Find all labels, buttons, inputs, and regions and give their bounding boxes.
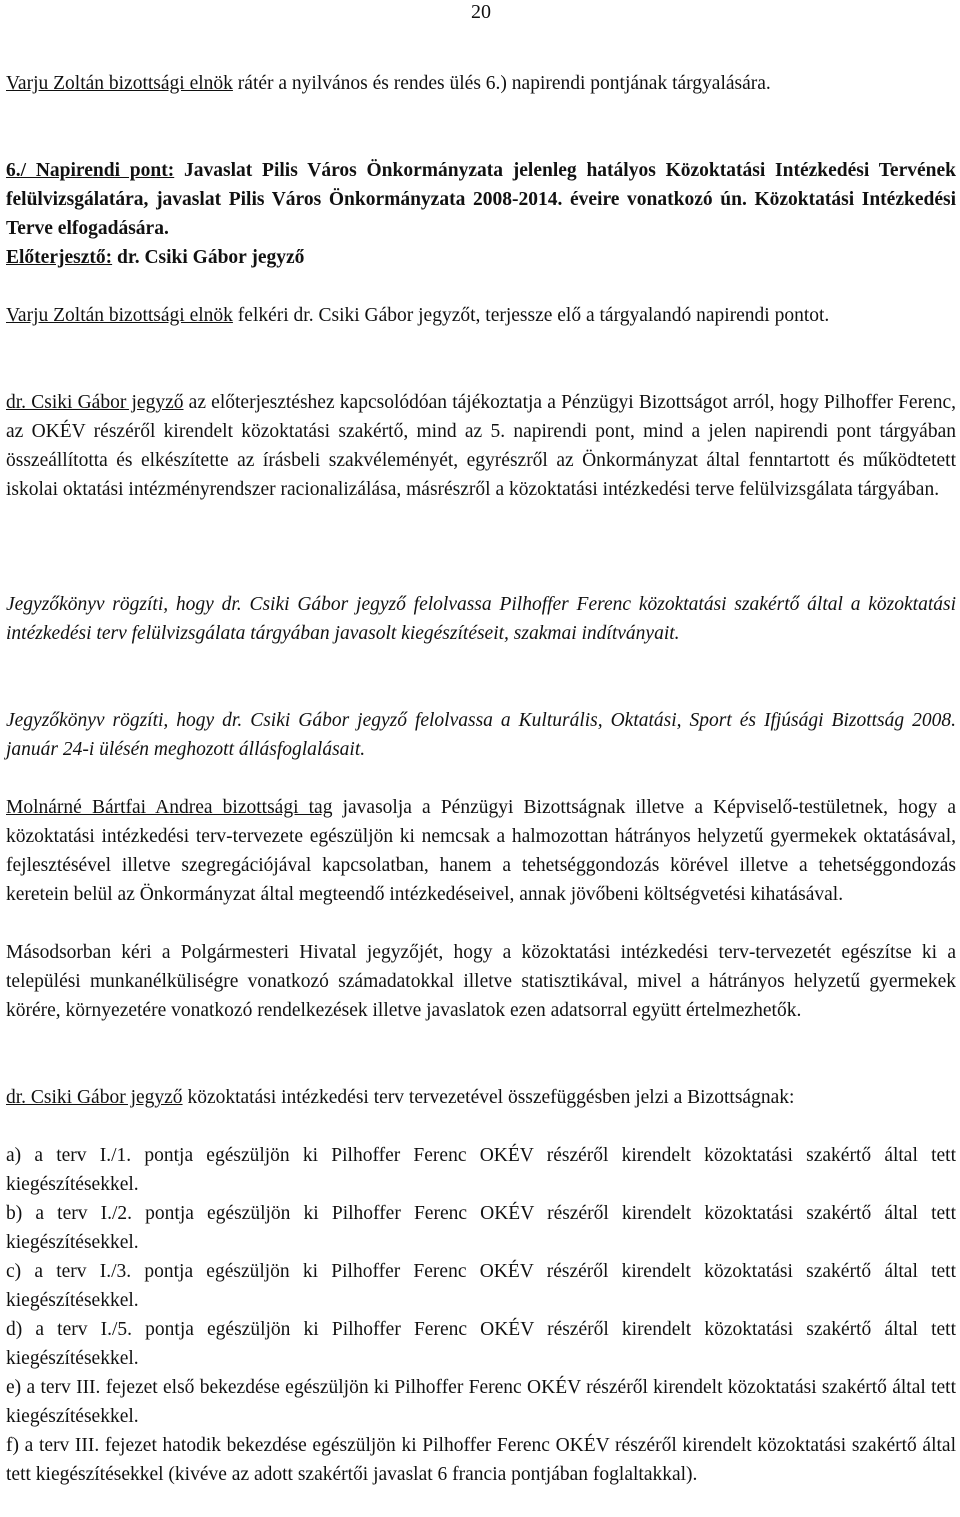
list-item-d [6,1315,956,1373]
list-item-b [6,1199,956,1257]
document-page [6,0,956,1517]
paragraph-text: javasolja a Pénzügyi Bizottságnak illetve a Képviselő-testületnek, hogy a közoktatási intézkedési terv-tervezete egészüljön ki nemcsak a halmozottan hátrányos helyzetű gyermekek oktatásával, fejlesztésével illetve szegregációjával kapcsolatban, hanem a tehetséggondozás körével illetve a tehetséggondozás keretein belül az Önkormányzat által megteendő intézkedéseivel, annak jövőbeni költségvetési kihatásával. [6,797,956,905]
list-item-text: c) a terv I./3. pontja egészüljön ki Pilhoffer Ferenc OKÉV részéről kirendelt közoktatási szakértő által tett kiegészítésekkel. [6,1261,956,1311]
list-item-text: b) a terv I./2. pontja egészüljön ki Pilhoffer Ferenc OKÉV részéről kirendelt közoktatási szakértő által tett kiegészítésekkel. [6,1203,956,1253]
presenter-line [6,243,956,272]
paragraph-notary-points [6,1083,956,1112]
minutes-note-text: Jegyzőkönyv rögzíti, hogy dr. Csiki Gábor jegyző felolvassa Pilhoffer Ferenc közoktatási szakértő által a közoktatási intézkedési terv felülvizsgálata tárgyában javasolt kiegészítéseit, szakmai indítványait. [6,594,956,644]
agenda-item-title [6,156,956,243]
paragraph-text: rátér a nyilvános és rendes ülés 6.) napirendi pontjának tárgyalására. [232,73,771,94]
speaker-name: Varju Zoltán bizottsági elnök [6,305,233,326]
agenda-item-label: 6./ Napirendi pont: [6,160,175,181]
paragraph-text: közoktatási intézkedési terv tervezetével összefüggésben jelzi a Bizottságnak: [182,1087,795,1108]
list-item-text: e) a terv III. fejezet első bekezdése egészüljön ki Pilhoffer Ferenc OKÉV részéről kirendelt közoktatási szakértő által tett kiegészítésekkel. [6,1377,956,1427]
paragraph-text: felkéri dr. Csiki Gábor jegyzőt, terjessze elő a tárgyalandó napirendi pontot. [232,305,830,326]
agenda-item-text: Javaslat Pilis Város Önkormányzata jelenleg hatályos Közoktatási Intézkedési Tervének felülvizsgálatára, javaslat Pilis Város Önkormányzata 2008-2014. éveire vonatkozó ún. Közoktatási Intézkedési Terve elfogadására. [6,160,956,239]
presenter-label: Előterjesztő: [6,247,113,268]
speaker-name: dr. Csiki Gábor jegyző [6,1087,183,1108]
list-item-e [6,1373,956,1431]
list-item-f [6,1431,956,1489]
paragraph-agenda-intro [6,69,956,98]
paragraph-notary-briefing [6,388,956,504]
list-item-c [6,1257,956,1315]
minutes-note-committee [6,706,956,764]
paragraph-request [6,301,956,330]
list-item-text: a) a terv I./1. pontja egészüljön ki Pilhoffer Ferenc OKÉV részéről kirendelt közoktatási szakértő által tett kiegészítésekkel. [6,1145,956,1195]
presenter-name: dr. Csiki Gábor jegyző [112,247,305,268]
page-number: 20 [471,1,491,23]
paragraph-text: az előterjesztéshez kapcsolódóan tájékoztatja a Pénzügyi Bizottságot arról, hogy Pilhoffer Ferenc, az OKÉV részéről kirendelt közoktatási szakértő, mind az 5. napirendi pont, mind a jelen napirendi pont tárgyában összeállította és elkészítette az írásbeli szakvéleményét, egyrészről az Önkormányzat által fenntartott és működtetett iskolai oktatási intézményrendszer racionalizálása, másrészről a közoktatási intézkedési terve felülvizsgálata tárgyában. [6,392,956,500]
list-item-text: d) a terv I./5. pontja egészüljön ki Pilhoffer Ferenc OKÉV részéről kirendelt közoktatási szakértő által tett kiegészítésekkel. [6,1319,956,1369]
list-item-text: f) a terv III. fejezet hatodik bekezdése egészüljön ki Pilhoffer Ferenc OKÉV részéről kirendelt közoktatási szakértő által tett kiegészítésekkel (kivéve az adott szakértői javaslat 6 francia pontjában foglaltakkal). [6,1435,956,1485]
minutes-note-expert [6,590,956,648]
speaker-name: dr. Csiki Gábor jegyző [6,392,184,413]
minutes-note-text: Jegyzőkönyv rögzíti, hogy dr. Csiki Gábor jegyző felolvassa a Kulturális, Oktatási, Sport és Ifjúsági Bizottság 2008. január 24-i ülésén meghozott állásfoglalásait. [6,710,956,760]
paragraph-secondary-request [6,938,956,1025]
paragraph-member-proposal [6,793,956,909]
paragraph-text: Másodsorban kéri a Polgármesteri Hivatal jegyzőjét, hogy a közoktatási intézkedési terv-tervezetét egészítse ki a települési munkanélküliségre vonatkozó számadatokkal illetve statisztikával, mivel a hátrányos helyzetű gyermekek körére, környezetére vonatkozó rendelkezések illetve javaslatok ezen adatsorral együtt értelmezhetők. [6,942,956,1021]
speaker-name: Molnárné Bártfai Andrea bizottsági tag [6,797,333,818]
list-item-a [6,1141,956,1199]
speaker-name: Varju Zoltán bizottsági elnök [6,73,233,94]
